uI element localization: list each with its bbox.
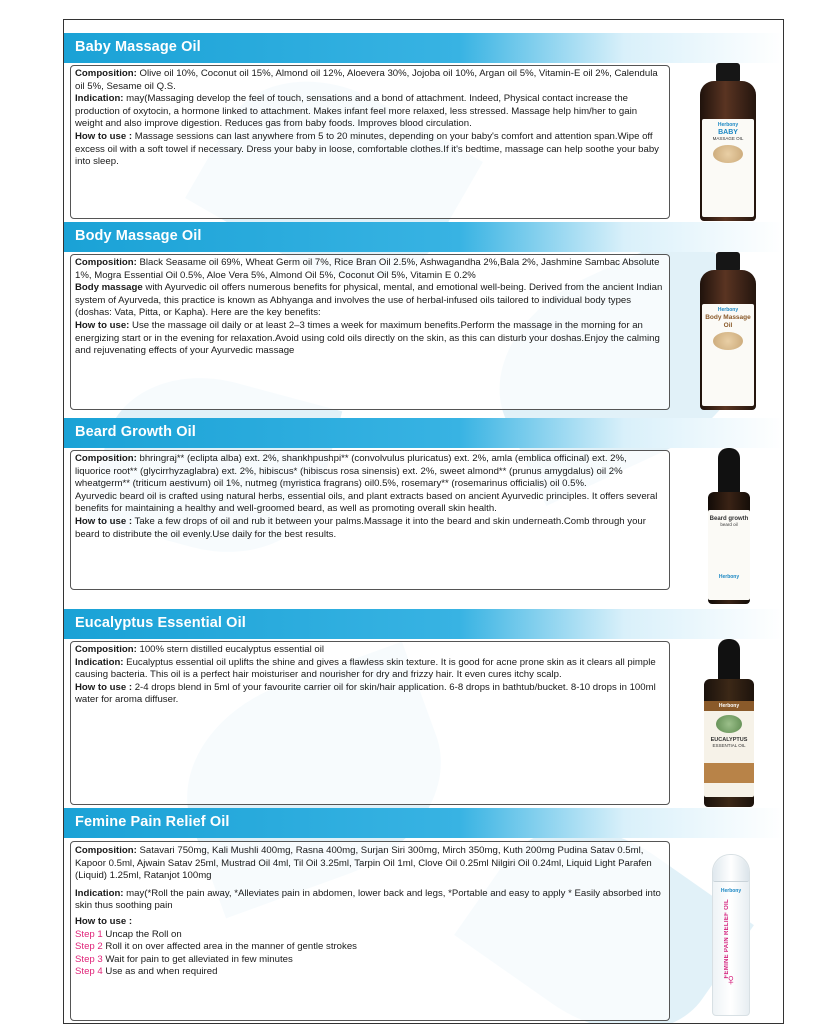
product-image-body-oil (682, 252, 776, 412)
section-title: Femine Pain Relief Oil (75, 814, 230, 830)
indication-text: Indication: may(*Roll the pain away, *Alleviates pain in abdomen, lower back and legs, *Portable and easy to apply * Easily absorbed into skin thus soothing pain (75, 887, 661, 912)
how-to-use-text: How to use : Take a few drops of oil and rub it between your palms.Massage it into the beard and skin underneath.Comb through your beard to distribute the oil evenly.Use daily for the best results. (75, 515, 646, 540)
product-sheet (63, 19, 784, 1024)
bottle-label: Herbony BABY MASSAGE OIL (702, 119, 754, 217)
section-header (64, 808, 783, 838)
how-to-use-text: How to use: Use the massage oil daily or at least 2–3 times a week for maximum benefits.Perform the massage in the morning for an energizing start or in the evening for relaxation.Avoid using cold oils directly on the skin, as this can disturb your doshas.Enjoy the calming and rejuvenating effects of your Ayurvedic massage (75, 319, 660, 357)
section-baby-massage-oil (64, 33, 783, 223)
section-femine-pain-relief-oil (64, 808, 783, 1023)
section-header (64, 609, 783, 639)
composition-text: Composition: Olive oil 10%, Coconut oil 15%, Almond oil 12%, Aloevera 30%, Jojoba oil 10%, Argan oil 5%, Vitamin-E oil 2%, Calendula oil 5%, Sesame oil Q.S. (75, 68, 658, 92)
product-image-eucalyptus-oil (682, 639, 776, 809)
how-to-use-text: How to use : Massage sessions can last anywhere from 5 to 20 minutes, depending on your baby's comfort and attention span.Wipe off excess oil with a soft towel if necessary. Dress your baby in loose, comfortable clothes.If it's bedtime, massage can help soothe your baby into sleep. (75, 130, 659, 168)
section-eucalyptus-oil (64, 609, 783, 809)
section-title: Body Massage Oil (75, 228, 202, 244)
composition-text: Composition: bhringraj** (eclipta alba) ext. 2%, shankhpushpi** (convolvulus pluricatus) ext. 2%, amla (emblica officinal) ext. 2%, liquorice root** (glycirrhyzaglabra) ext. 2%, hibiscus* (hibiscus rosa sinensis) ext. 2%, sweet almond** (prunus amygdalus) oil 2% wheatgerm** (triticum aestivum) oil 1%, nutmeg (myristica fragrans) oil0.5%, rosemary** (rosemarinus officialis) oil 0.5%. (75, 453, 627, 490)
bottle-cap (716, 63, 740, 83)
section-description (70, 65, 670, 219)
bottle-label: Beard growth beard oil Herbony (708, 510, 750, 600)
step-item: Step 1 Uncap the Roll on (75, 928, 182, 940)
how-to-use-text: How to use : 2-4 drops blend in 5ml of your favourite carrier oil for skin/hair application. 6-8 drops in bathtub/bucket. 8-10 drops in 100ml water for aroma diffuser. (75, 681, 656, 706)
section-description (70, 841, 670, 1021)
section-description (70, 254, 670, 410)
step-item: Step 3 Wait for pain to get alleviated in few minutes (75, 953, 293, 965)
benefits-text: Body massage with Ayurvedic oil offers numerous benefits for physical, mental, and emotional well-being. Derived from the ancient Indian system of Ayurveda, this practice is known as Abhyanga and involves the use of herbal-infused oils tailored to individual body types (doshas: Vata, Pitta, or Kapha). Here are the key benefits: (75, 282, 663, 319)
product-image-baby-oil (682, 63, 776, 223)
product-image-roll-on (682, 848, 776, 1018)
product-image-beard-oil (682, 448, 776, 608)
bottle-label: Herbony EUCALYPTUS ESSENTIAL OIL (704, 701, 754, 797)
section-description (70, 450, 670, 590)
composition-text: Composition: Black Seasame oil 69%, Wheat Germ oil 7%, Rice Bran Oil 2.5%, Ashwagandha 2%,Bala 2%, Jashmine Sambac Absolute 1%, Mogra Essential Oil 0.5%, Aloe Vera 5%, Almond Oil 5%, Coconut Oil 5%, Vitamin E 0.2% (75, 257, 660, 281)
dropper-cap (718, 639, 740, 683)
bottle-cap (716, 252, 740, 272)
section-title: Beard Growth Oil (75, 424, 196, 440)
section-title: Baby Massage Oil (75, 39, 201, 55)
composition-text: Composition: Satavari 750mg, Kali Mushli 400mg, Rasna 400mg, Surjan Siri 300mg, Mirch 350mg, Kuth 200mg Pudina Satav 0.5ml, Kapoor 0.5ml, Ajwain Satav 25ml, Mustrad Oil 4ml, Til Oil 3.25ml, Tarpin Oil 1ml, Clove Oil 0.25ml Nilgiri Oil 0.24ml, Liquid Light Parafen (Liquid) 1.25ml, Ratanjot 100mg (75, 845, 652, 882)
composition-text: Composition: 100% stern distilled eucalyptus essential oil (75, 644, 325, 655)
roll-on-cap (713, 855, 749, 882)
how-to-use-label: How to use : (75, 915, 133, 927)
section-body-massage-oil (64, 222, 783, 412)
bottle-label: Herbony Body Massage Oil (702, 304, 754, 406)
venus-icon: ♀ (725, 972, 737, 989)
roll-on-bottle: Herbony FEMINE PAIN RELIEF OIL ♀ (712, 854, 750, 1016)
indication-text: Indication: Eucalyptus essential oil uplifts the shine and gives a flawless skin texture. It is good for acne prone skin as it clears all pimple causing bacteria. This oil is a perfect hair moisturiser and nourisher for dry and frizzy hair. It even cures itchy scalp. (75, 656, 656, 681)
dropper-cap (718, 448, 740, 494)
step-item: Step 2 Roll it on over affected area in the manner of gentle strokes (75, 941, 357, 953)
section-beard-growth-oil (64, 418, 783, 608)
benefits-text: Ayurvedic beard oil is crafted using natural herbs, essential oils, and plant extracts based on ancient Ayurvedic principles. It offers several benefits for maintaining a healthy and well-groomed beard, as well as promoting overall skin health. (75, 490, 658, 515)
section-description (70, 641, 670, 805)
step-item: Step 4 Use as and when required (75, 966, 218, 978)
indication-text: Indication: may(Massaging develop the feel of touch, sensations and a bond of attachment. Indeed, Physical contact increase the production of oxytocin, a hormone linked to attachment. Makes infant feel more relaxed, less stressed. Massage help him/her to gain weight and also improve digestion. Reduces gas from baby foods. Improves blood circulation. (75, 93, 638, 130)
section-header (64, 33, 783, 63)
section-title: Eucalyptus Essential Oil (75, 615, 246, 631)
section-header (64, 418, 783, 448)
section-header (64, 222, 783, 252)
